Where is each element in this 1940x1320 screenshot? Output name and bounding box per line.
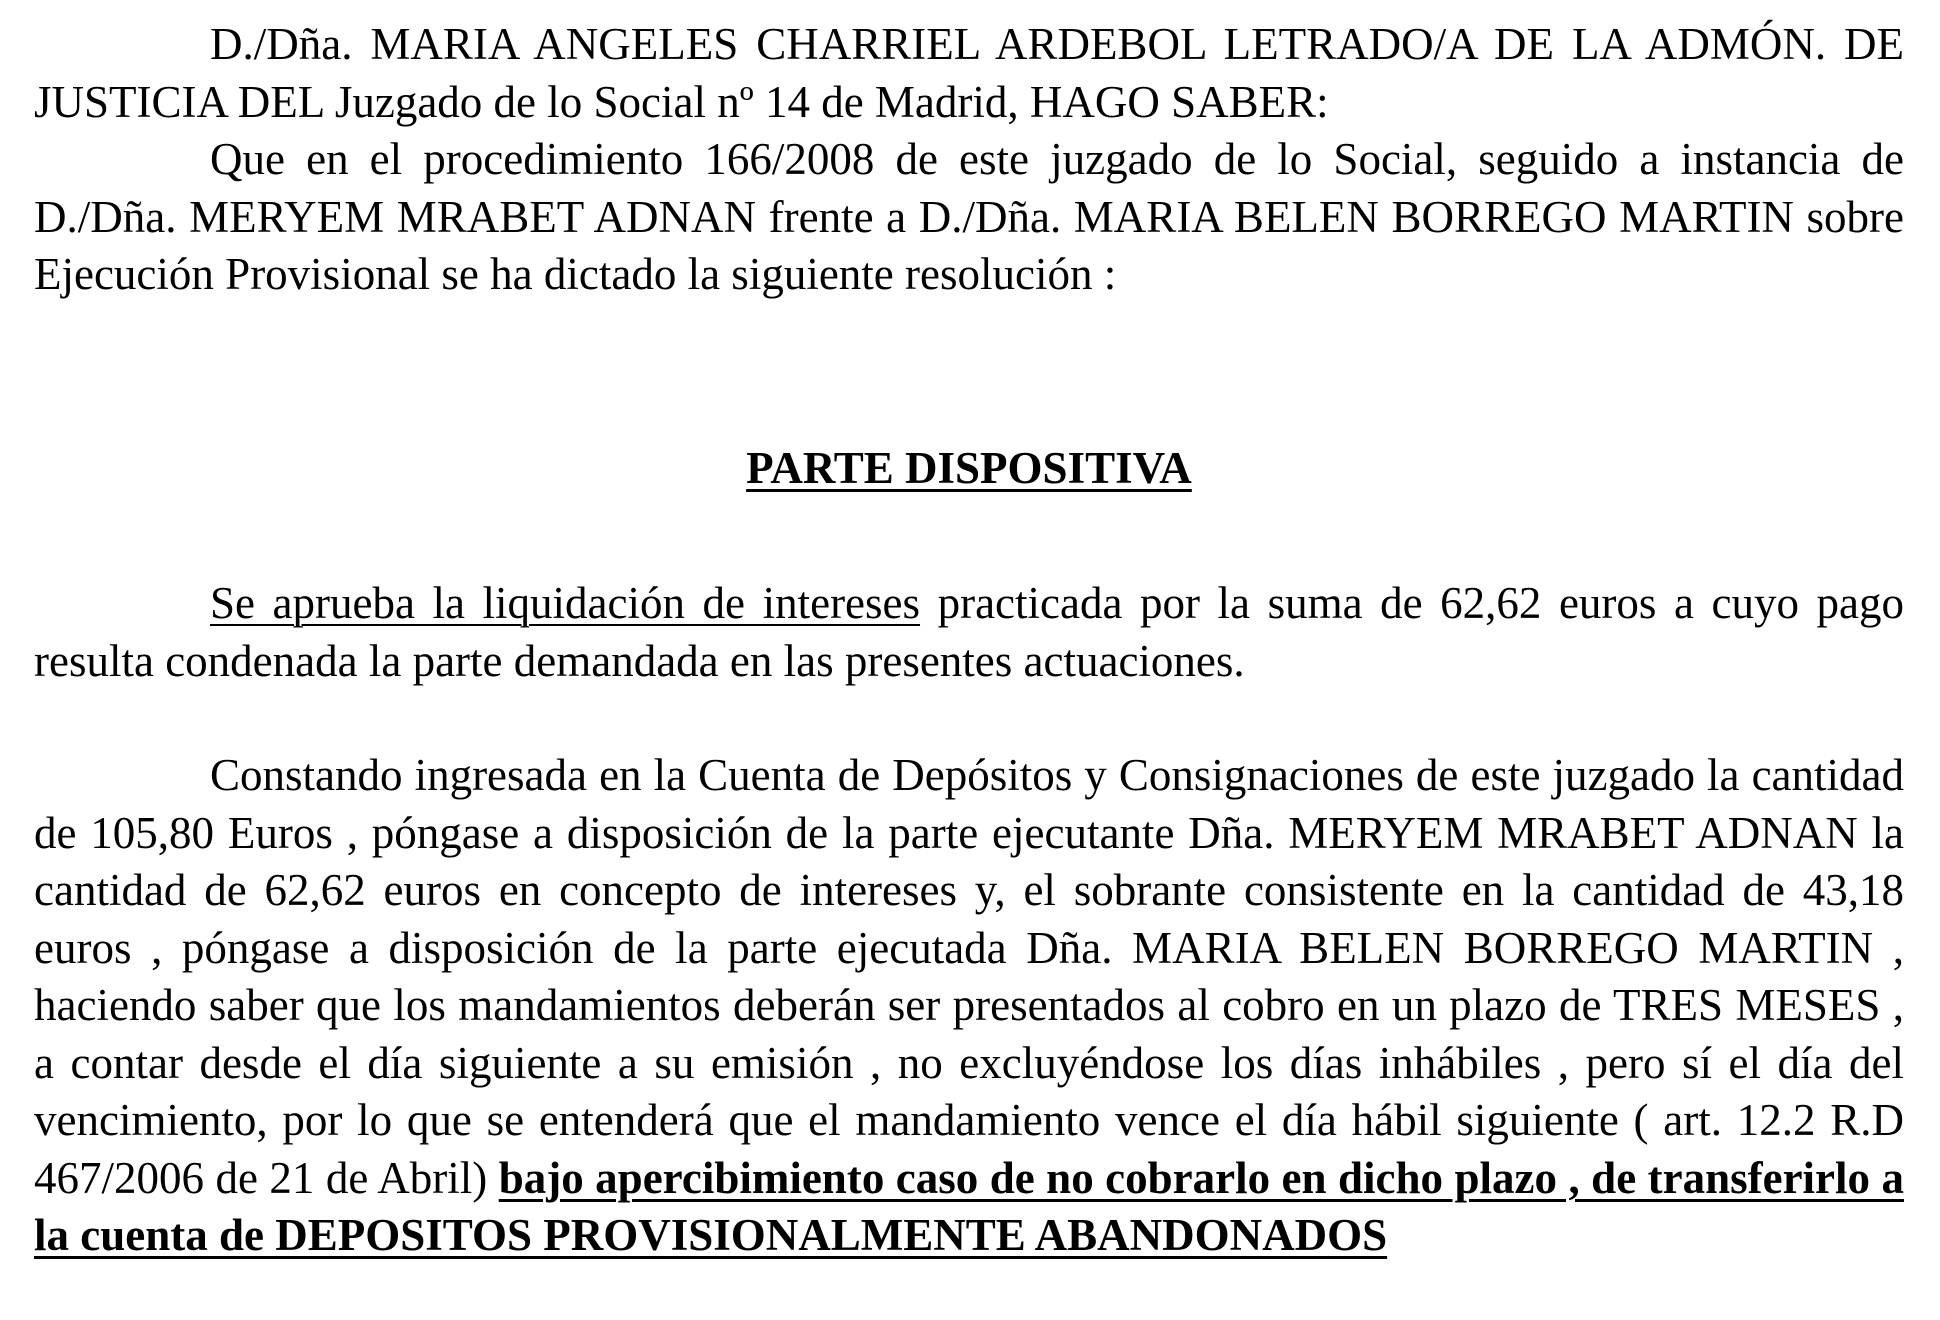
- liquidation-underlined-text: Se aprueba la liquidación de intereses: [210, 578, 921, 628]
- liquidation-text: practicada por la suma de 62,62 euros a cuyo pago resulta condenada la parte demandada en las presentes actuaciones.: [34, 578, 1905, 686]
- paragraph-liquidation: [34, 575, 1904, 690]
- deposit-text: Constando ingresada en la Cuenta de Depósitos y Consignaciones de este juzgado la cantidad de 105,80 Euros , póngase a disposición de la parte ejecutante Dña. MERYEM MRABET ADNAN la cantidad de 62,62 euros en concepto de intereses y, el sobrante consistente en la cantidad de 43,18 euros , póngase a disposición de la parte ejecutada Dña. MARIA BELEN BORREGO MARTIN , haciendo saber que los mandamientos deberán ser presentados al cobro en un plazo de TRES MESES , a contar desde el día siguiente a su emisión , no excluyéndose los días inhábiles , pero sí el día del vencimiento, por lo que se entenderá que el mandamiento vence el día hábil siguiente ( art. 12.2 R.D 467/2006 de 21 de Abril): [34, 750, 1904, 1203]
- section-heading: PARTE DISPOSITIVA: [746, 442, 1192, 493]
- paragraph-deposit: [34, 747, 1904, 1265]
- document-page: [34, 16, 1904, 1265]
- intro-procedure: Que en el procedimiento 166/2008 de este juzgado de lo Social, seguido a instancia de D./Dña. MERYEM MRABET ADNAN frente a D./Dña. MARIA BELEN BORREGO MARTIN sobre Ejecución Provisional se ha dictado la siguiente resolución :: [34, 134, 1904, 299]
- warning-bold-underlined: bajo apercibimiento caso de no cobrarlo en dicho plazo , de transferirlo a la cuenta de DEPOSITOS PROVISIONALMENTE ABANDONADOS: [34, 1152, 1904, 1260]
- intro-notice: D./Dña. MARIA ANGELES CHARRIEL ARDEBOL LETRADO/A DE LA ADMÓN. DE JUSTICIA DEL Juzgado de lo Social nº 14 de Madrid, HAGO SABER:: [34, 19, 1904, 127]
